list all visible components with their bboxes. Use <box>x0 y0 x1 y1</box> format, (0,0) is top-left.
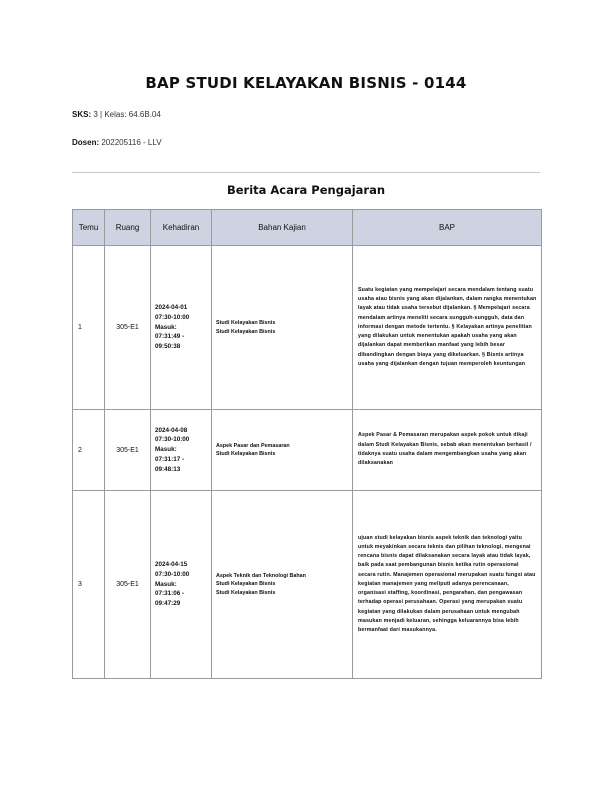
kehadiran-line: Masuk: <box>155 580 177 588</box>
teaching-record-table <box>72 209 542 679</box>
cell-bahan-kajian <box>212 246 353 410</box>
cell-ruang: 305-E1 <box>105 246 151 410</box>
cell-bap: Suatu kegiatan yang mempelajari secara mendalam tentang suatu usaha atau bisnis yang akan dijalankan, dalam rangka menentukan layak atau tidak usaha tersebut dijalankan. § Mempelajari secara mendalam artinya meneliti secara sungguh-sungguh, data dan informasi dengan metode tertentu. § Kelayakan artinya penelitian yang dilakukan untuk menentukan apakah usaha yang akan dijalankan dapat memberikan manfaat yang lebih besar dibandingkan dengan biaya yang dikeluarkan. § Bisnis artinya usaha yang dijalankan dengan tujuan memperoleh keuntungan <box>353 246 542 410</box>
bahan-line: Aspek Pasar dan Pemasaran <box>216 442 290 449</box>
table-header-row <box>73 210 542 246</box>
cell-bahan-kajian <box>212 491 353 679</box>
kehadiran-line: 07:30-10:00 <box>155 570 190 578</box>
page-title: BAP STUDI KELAYAKAN BISNIS - 0144 <box>145 74 467 92</box>
bahan-line: Studi Kelayakan Bisnis <box>216 320 276 327</box>
col-header-ruang: Ruang <box>105 210 151 246</box>
course-meta <box>72 110 161 119</box>
cell-bahan-kajian <box>212 410 353 491</box>
bahan-line: Aspek Teknik dan Teknologi Bahan <box>216 573 306 580</box>
cell-temu: 3 <box>73 491 105 679</box>
kehadiran-line: Masuk: <box>155 323 177 331</box>
table-row <box>73 246 542 410</box>
kehadiran-line: 09:47:29 <box>155 600 181 608</box>
divider <box>72 172 540 173</box>
cell-bap: ujuan studi kelayakan bisnis aspek teknik dan teknologi yaitu untuk meyakinkan secara teknis dan pilihan teknologi, mengenai rencana bisnis dapat dilaksanakan secara layak atau tidak layak, baik pada saat pembangunan bisnis ketika rutin operasional secara rutin. Manajemen operasional merupakan suatu fungsi atau kegiatan manajemen yang meliputi adanya perencanaan, organisasi staffing, koordinasi, pengarahan, dan pengawasan terhadap operasi perusahaan. Operasi yang merupakan suatu kegiatan yang dilakukan dalam perusahaan untuk mengubah masukan menjadi keluaran, sehingga keluarannya bisa lebih bermanfaat dari masukannya. <box>353 491 542 679</box>
col-header-bahan-kajian: Bahan Kajian <box>212 210 353 246</box>
cell-kehadiran <box>151 410 212 491</box>
sks-value: 3 | Kelas: 64.6B.04 <box>93 110 161 119</box>
kehadiran-line: 09:48:13 <box>155 465 181 473</box>
col-header-temu: Temu <box>73 210 105 246</box>
cell-temu: 2 <box>73 410 105 491</box>
cell-ruang: 305-E1 <box>105 410 151 491</box>
kehadiran-line: 2024-04-01 <box>155 304 188 312</box>
kehadiran-line: 07:30-10:00 <box>155 313 190 321</box>
col-header-bap: BAP <box>353 210 542 246</box>
kehadiran-line: 09:50:38 <box>155 343 181 351</box>
dosen-value: 202205116 - LLV <box>101 138 162 147</box>
bahan-line: Studi Kelayakan Bisnis <box>216 581 276 588</box>
cell-temu: 1 <box>73 246 105 410</box>
bahan-line: Studi Kelayakan Bisnis <box>216 451 276 457</box>
table-row <box>73 410 542 491</box>
kehadiran-line: 2024-04-15 <box>155 561 188 569</box>
sks-label: SKS: <box>72 110 92 119</box>
section-title: Berita Acara Pengajaran <box>226 183 386 197</box>
cell-bap: Aspek Pasar & Pemasaran merupakan aspek pokok untuk dikaji dalam Studi Kelayakan Bisnis, sebab akan menentukan berhasil / tidaknya suatu usaha dalam mengembangkan usaha yang akan dilaksanakan <box>353 410 542 491</box>
cell-kehadiran <box>151 246 212 410</box>
kehadiran-line: 07:31:06 - <box>155 590 185 598</box>
cell-ruang: 305-E1 <box>105 491 151 679</box>
kehadiran-line: Masuk: <box>155 446 177 454</box>
kehadiran-line: 2024-04-08 <box>155 426 188 434</box>
table-row <box>73 491 542 679</box>
bahan-line: Studi Kelayakan Bisnis <box>216 328 276 335</box>
dosen-label: Dosen: <box>72 138 100 147</box>
col-header-kehadiran: Kehadiran <box>151 210 212 246</box>
kehadiran-line: 07:30-10:00 <box>155 436 190 444</box>
cell-kehadiran <box>151 491 212 679</box>
bahan-line: Studi Kelayakan Bisnis <box>216 589 276 596</box>
kehadiran-line: 07:31:49 - <box>155 333 185 341</box>
kehadiran-line: 07:31:17 - <box>155 455 185 463</box>
lecturer-meta <box>72 138 162 147</box>
